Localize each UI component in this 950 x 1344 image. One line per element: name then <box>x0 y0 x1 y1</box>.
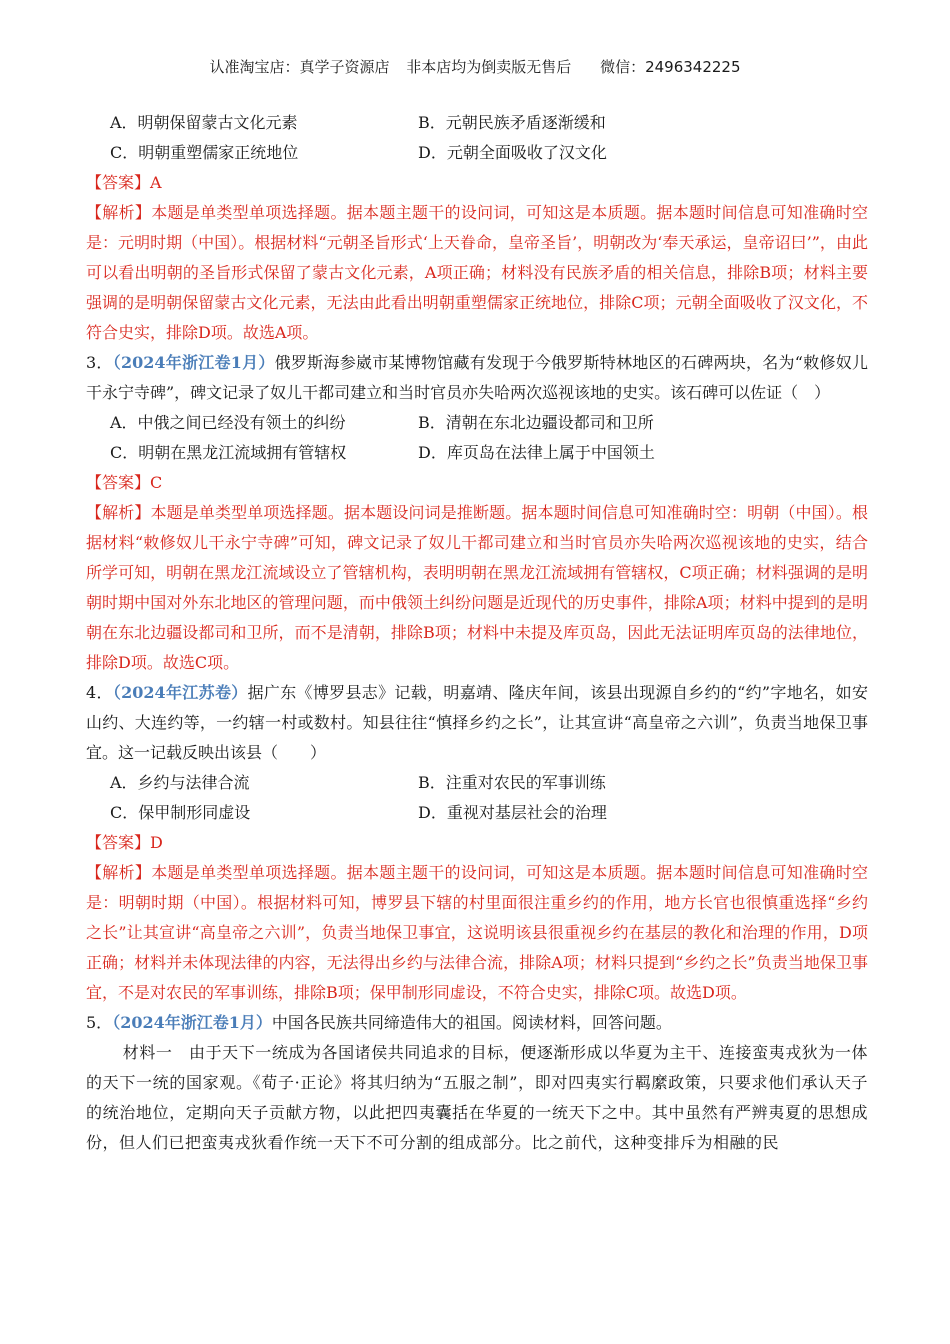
q3-number: 3． <box>86 353 113 372</box>
q4-number: 4． <box>86 683 113 702</box>
q4-source: （2024年江苏卷） <box>112 683 248 702</box>
q4-option-a: A．乡约与法律合流 <box>110 773 250 792</box>
q4-stem-text: 据广东《博罗县志》记载，明嘉靖、隆庆年间，该县出现源自乡约的“约”字地名，如安山约、大连约等，一约辖一村或数村。知县往往“慎择乡约之长”，让其宣讲“高皇帝之六训”，负责当地保卫事宜。这一记载反映出该县（ ） <box>86 683 868 762</box>
q5-stem <box>86 1008 868 1038</box>
header-shop: 认准淘宝店：真学子资源店 <box>209 58 390 76</box>
q2-options-row-1 <box>86 108 868 138</box>
q3-options-row-1 <box>86 408 868 438</box>
q3-option-a: A．中俄之间已经没有领土的纠纷 <box>110 413 346 432</box>
q2-analysis: 【解析】本题是单类型单项选择题。据本题主题干的设问词，可知这是本质题。据本题时间信息可知准确时空是：元明时期（中国）。根据材料“元朝圣旨形式‘上天眷命，皇帝圣旨’，明朝改为‘奉天承运，皇帝诏曰’”，由此可以看出明朝的圣旨形式保留了蒙古文化元素，A项正确；材料没有民族矛盾的相关信息，排除B项；材料主要强调的是明朝保留蒙古文化元素，无法由此看出明朝重塑儒家正统地位，排除C项；元朝全面吸收了汉文化，不符合史实，排除D项。故选A项。 <box>86 203 868 342</box>
q4-stem <box>86 678 868 768</box>
q4-option-b: B．注重对农民的军事训练 <box>418 773 606 792</box>
q3-stem-text: 俄罗斯海参崴市某博物馆藏有发现于今俄罗斯特林地区的石碑两块，名为“敕修奴儿干永宁寺碑”，碑文记录了奴儿干都司建立和当时官员亦失哈两次巡视该地的史实。该石碑可以佐证（ ） <box>86 353 869 402</box>
header-notice: 非本店均为倒卖版无售后 <box>406 58 572 76</box>
q5-number: 5． <box>86 1013 113 1032</box>
document-body <box>86 108 868 1158</box>
q2-answer: 【答案】A <box>86 173 162 192</box>
q4-options-row-2 <box>86 798 868 828</box>
q3-source: （2024年浙江卷1月） <box>112 353 275 372</box>
q5-source: （2024年浙江卷1月） <box>112 1013 272 1032</box>
q4-answer: 【答案】D <box>86 833 163 852</box>
q2-option-b: B．元朝民族矛盾逐渐缓和 <box>418 113 606 132</box>
q3-option-b: B．清朝在东北边疆设都司和卫所 <box>418 413 654 432</box>
q3-options-row-2 <box>86 438 868 468</box>
q2-options-row-2 <box>86 138 868 168</box>
q3-stem <box>86 348 868 408</box>
q2-option-d: D．元朝全面吸收了汉文化 <box>418 143 607 162</box>
q4-options-row-1 <box>86 768 868 798</box>
header-wechat: 微信：2496342225 <box>600 58 741 76</box>
page-header <box>0 56 950 77</box>
q4-option-d: D．重视对基层社会的治理 <box>418 803 607 822</box>
q4-option-c: C．保甲制形同虚设 <box>110 803 251 822</box>
q5-stem-text: 中国各民族共同缔造伟大的祖国。阅读材料，回答问题。 <box>271 1013 672 1032</box>
q2-option-a: A．明朝保留蒙古文化元素 <box>110 113 298 132</box>
q3-analysis: 【解析】本题是单类型单项选择题。据本题设问词是推断题。据本题时间信息可知准确时空：明朝（中国）。根据材料“敕修奴儿干永宁寺碑”可知，碑文记录了奴儿干都司建立和当时官员亦失哈两次巡视该地的史实，结合所学可知，明朝在黑龙江流域设立了管辖机构，表明明朝在黑龙江流域拥有管辖权，C项正确；材料强调的是明朝时期中国对外东北地区的管理问题，而中俄领土纠纷问题是近现代的历史事件，排除A项；材料中提到的是明朝在东北边疆设都司和卫所，而不是清朝，排除B项；材料中未提及库页岛，因此无法证明库页岛的法律地位，排除D项。故选C项。 <box>86 503 868 672</box>
q4-analysis: 【解析】本题是单类型单项选择题。据本题主题干的设问词，可知这是本质题。据本题时间信息可知准确时空是：明朝时期（中国）。根据材料可知，博罗县下辖的村里面很注重乡约的作用，地方长官也很慎重选择“乡约之长”让其宣讲“高皇帝之六训”，负责当地保卫事宜，这说明该县很重视乡约在基层的教化和治理的作用，D项正确；材料并未体现法律的内容，无法得出乡约与法律合流，排除A项；材料只提到“乡约之长”负责当地保卫事宜，不是对农民的军事训练，排除B项；保甲制形同虚设，不符合史实，排除C项。故选D项。 <box>86 863 868 1002</box>
q3-option-c: C．明朝在黑龙江流域拥有管辖权 <box>110 443 347 462</box>
q3-answer: 【答案】C <box>86 473 163 492</box>
q3-option-d: D．库页岛在法律上属于中国领土 <box>418 443 655 462</box>
q5-material-1: 材料一 由于天下一统成为各国诸侯共同追求的目标，便逐渐形成以华夏为主干、连接蛮夷戎狄为一体的天下一统的国家观。《荀子·正论》将其归纳为“五服之制”，即对四夷实行羁縻政策，只要求他们承认天子的统治地位，定期向天子贡献方物，以此把四夷囊括在华夏的一统天下之中。其中虽然有严辨夷夏的思想成份，但人们已把蛮夷戎狄看作统一天下不可分割的组成部分。比之前代，这种变排斥为相融的民 <box>86 1043 868 1152</box>
q2-option-c: C．明朝重塑儒家正统地位 <box>110 143 299 162</box>
